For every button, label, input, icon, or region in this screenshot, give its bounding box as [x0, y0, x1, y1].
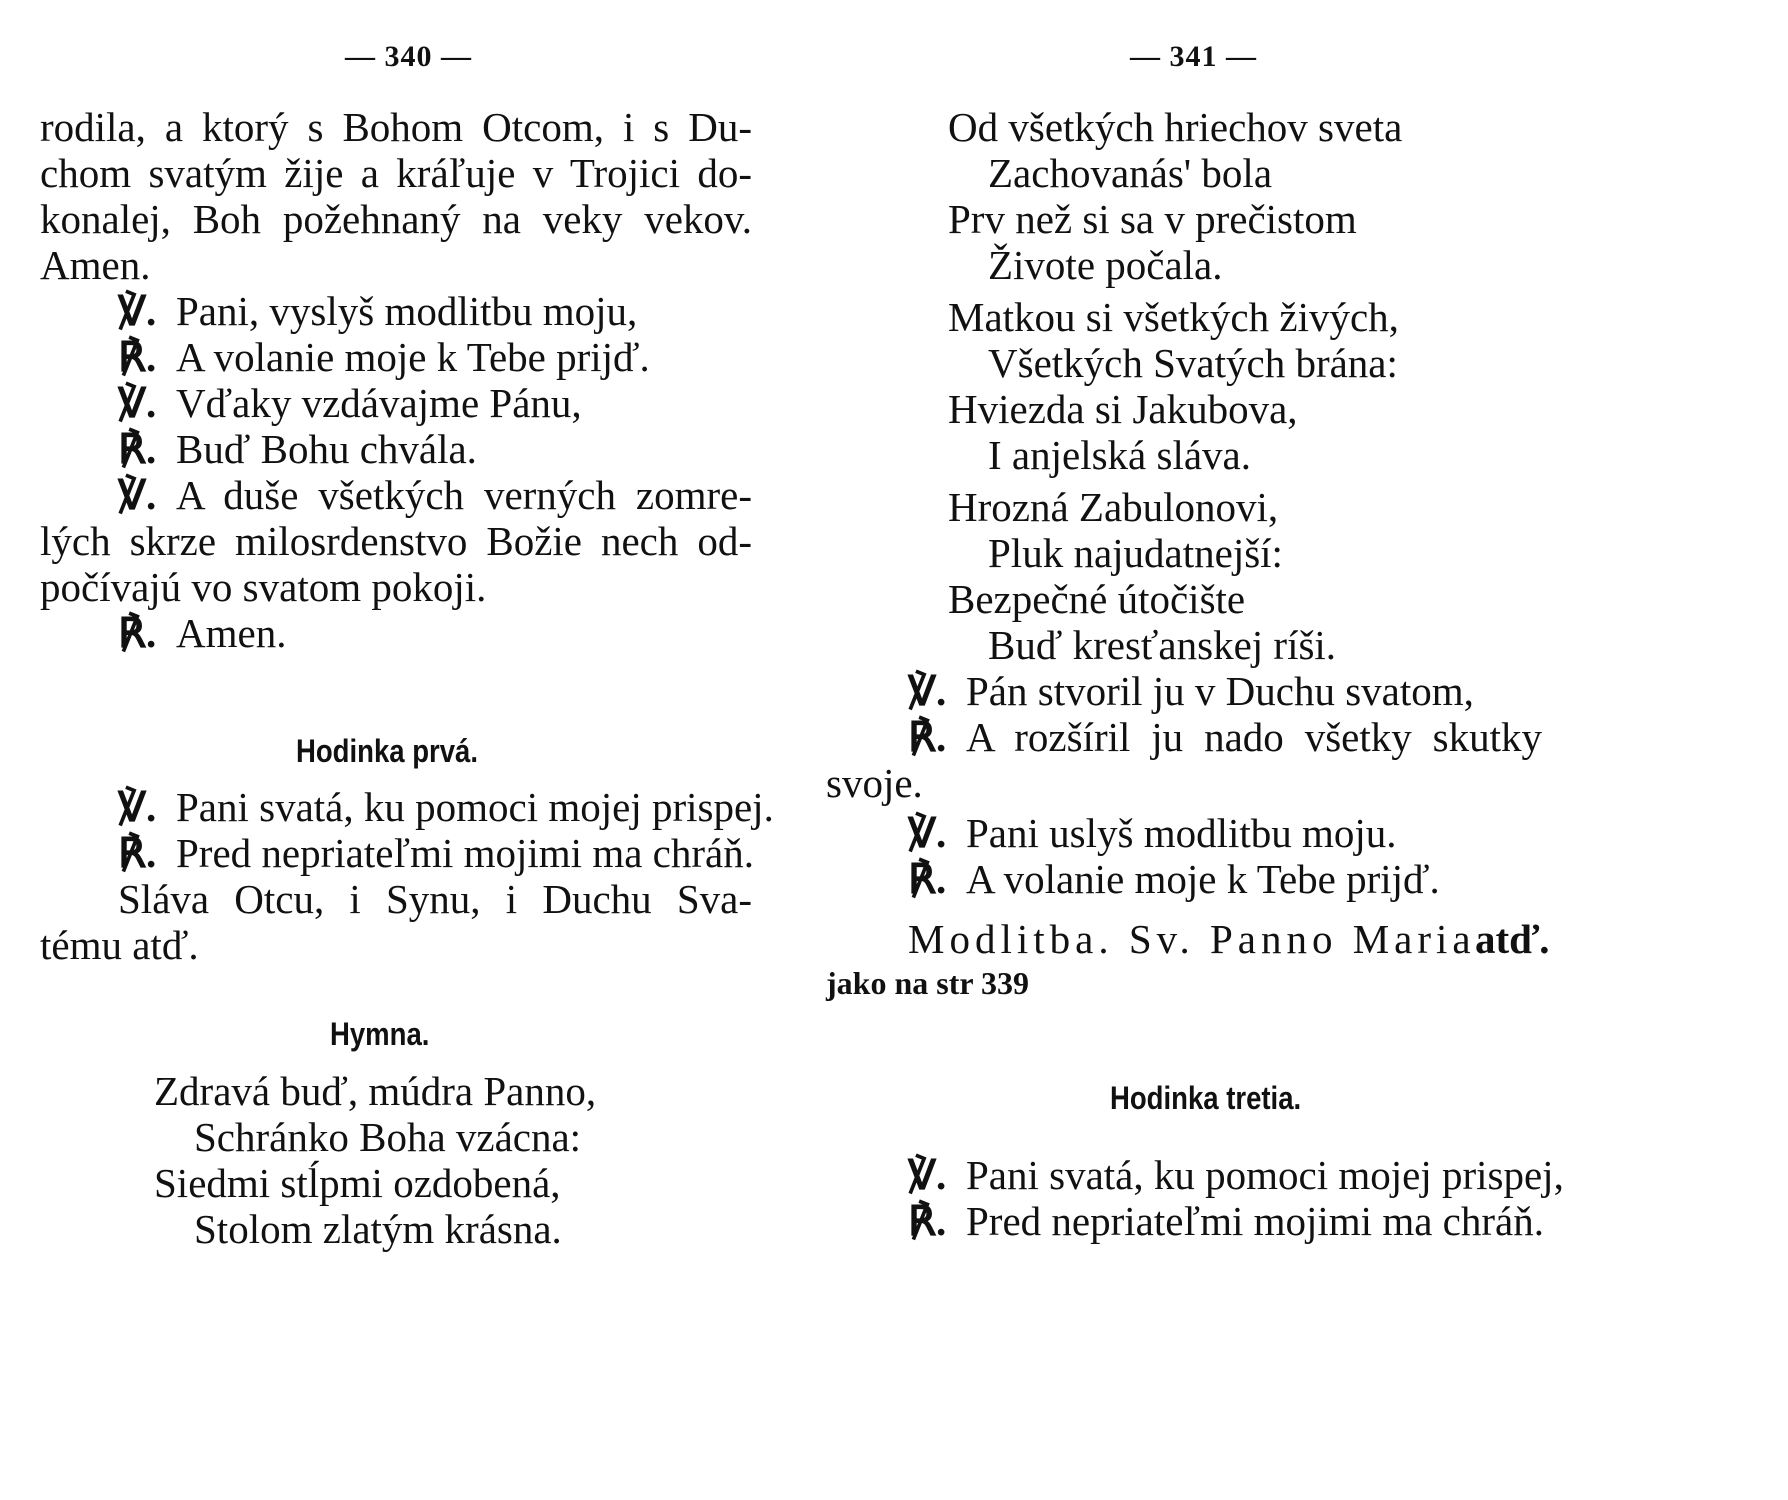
text-line: Sláva Otcu, i Synu, i Duchu Sva-	[118, 876, 752, 922]
page-reference-note: jako na str 339	[826, 965, 1029, 1001]
response-line: ℟. Buď Bohu chvála.	[118, 426, 477, 472]
hymn-line: Prv než si sa v prečistom	[948, 196, 1357, 242]
versicle-line: ℣. Pani, vyslyš modlitbu moju,	[118, 288, 638, 334]
versicle-symbol: ℣.	[118, 288, 157, 334]
response-symbol: ℟.	[908, 1198, 947, 1244]
left-page	[40, 0, 860, 1500]
hymn-line: Zdravá buď, múdra Panno,	[154, 1068, 597, 1114]
response-line: ℟. A volanie moje k Tebe prijď.	[908, 856, 1440, 902]
versicle-symbol: ℣.	[908, 668, 947, 714]
response-line: ℟. Pred nepriateľmi mojimi ma chráň.	[908, 1198, 1544, 1244]
versicle-symbol: ℣.	[118, 380, 157, 426]
hymn-line: Od všetkých hriechov sveta	[948, 104, 1403, 150]
text-line: svoje.	[826, 760, 923, 806]
response-symbol: ℟.	[118, 830, 157, 876]
hymn-line: Živote počala.	[988, 242, 1223, 288]
prayer-reference: Modlitba. Sv. Panno Maria.	[908, 916, 1491, 962]
hymn-line: Stolom zlatým krásna.	[194, 1206, 562, 1252]
response-symbol: ℟.	[908, 856, 947, 902]
hymn-line: Hrozná Zabulonovi,	[948, 484, 1279, 530]
versicle-symbol: ℣.	[118, 784, 157, 830]
hymn-line: Pluk najudatnejší:	[988, 530, 1283, 576]
hymn-line: Hviezda si Jakubova,	[948, 386, 1298, 432]
versicle-line: ℣. Vďaky vzdávajme Pánu,	[118, 380, 582, 426]
section-heading: Hodinka prvá.	[296, 733, 478, 769]
page-number: — 341 —	[1130, 40, 1257, 73]
response-symbol: ℟.	[908, 714, 947, 760]
page-number: — 340 —	[345, 40, 472, 73]
versicle-line: ℣. Pani svatá, ku pomoci mojej prispej.	[118, 784, 774, 830]
response-symbol: ℟.	[118, 426, 157, 472]
versicle-symbol: ℣.	[908, 810, 947, 856]
versicle-line: ℣. Pán stvoril ju v Duchu svatom,	[908, 668, 1474, 714]
response-line: ℟. A volanie moje k Tebe prijď.	[118, 334, 650, 380]
text-line: rodila, a ktorý s Bohom Otcom, i s Du-	[40, 104, 752, 150]
text-line: počívajú vo svatom pokoji.	[40, 564, 487, 610]
section-heading: Hymna.	[330, 1016, 430, 1052]
text-line: chom svatým žije a kráľuje v Trojici do-	[40, 150, 752, 196]
response-symbol: ℟.	[118, 334, 157, 380]
hymn-line: I anjelská sláva.	[988, 432, 1251, 478]
hymn-line: Všetkých Svatých brána:	[988, 340, 1398, 386]
text-line: lých skrze milosrdenstvo Božie nech od-	[40, 518, 752, 564]
response-line: ℟. Pred nepriateľmi mojimi ma chráň.	[118, 830, 754, 876]
hymn-line: Buď kresťanskej ríši.	[988, 622, 1337, 668]
versicle-line: ℣. Pani svatá, ku pomoci mojej prispej,	[908, 1152, 1564, 1198]
text-line: Amen.	[40, 242, 151, 288]
versicle-line: ℣. Pani uslyš modlitbu moju.	[908, 810, 1397, 856]
versicle-symbol: ℣.	[118, 472, 157, 518]
hymn-line: Bezpečné útočište	[948, 576, 1246, 622]
response-symbol: ℟.	[118, 610, 157, 656]
versicle-symbol: ℣.	[908, 1152, 947, 1198]
text-line: tému atď.	[40, 922, 199, 968]
text-line: konalej, Boh požehnaný na veky vekov.	[40, 196, 752, 242]
hymn-line: Matkou si všetkých živých,	[948, 294, 1399, 340]
section-heading: Hodinka tretia.	[1110, 1080, 1302, 1116]
hymn-line: Schránko Boha vzácna:	[194, 1114, 582, 1160]
hymn-line: Siedmi stĺpmi ozdobená,	[154, 1160, 561, 1206]
response-line: ℟. Amen.	[118, 610, 287, 656]
response-line: ℟. A rozšíril ju nado všetky skutky	[908, 714, 1542, 760]
right-page	[826, 0, 1760, 1500]
prayer-reference-suffix: atď.	[1475, 916, 1550, 962]
versicle-line: ℣. A duše všetkých verných zomre-	[118, 472, 752, 518]
hymn-line: Zachovanás' bola	[988, 150, 1273, 196]
